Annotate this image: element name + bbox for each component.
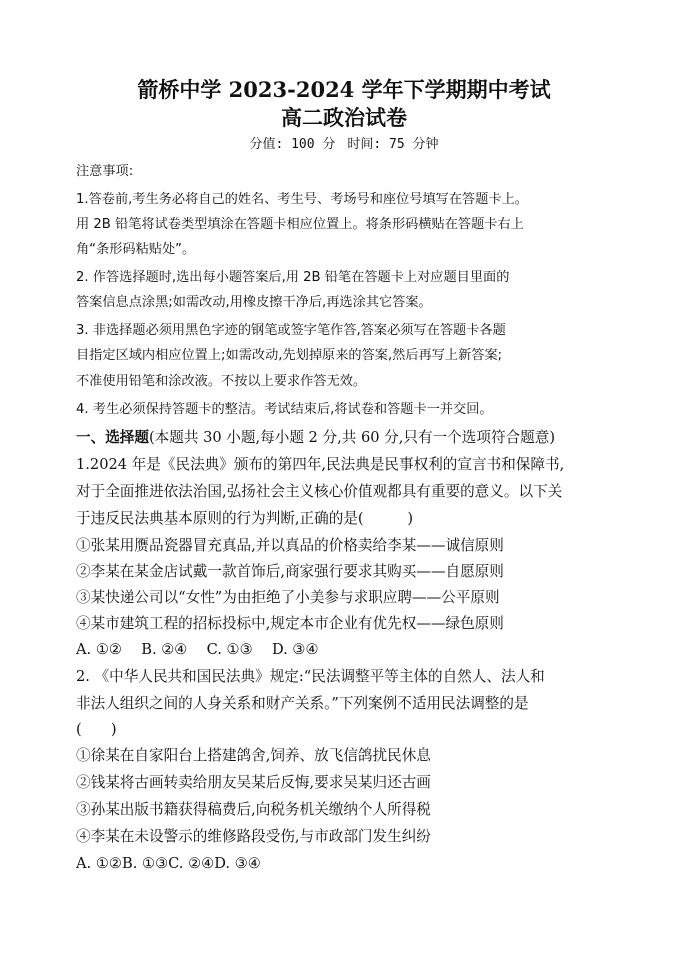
question-2-stem: 2. 《中华人民共和国民法典》规定:“民法调整平等主体的自然人、法人和 [76, 668, 545, 685]
notice-line: 目指定区域内相应位置上;如需改动,先划掉原来的答案,然后再写上新答案; [76, 348, 503, 363]
score-label: 分值: 100 分 [249, 137, 336, 152]
notice-line: 用 2B 铅笔将试卷类型填涂在答题卡相应位置上。将条形码横贴在答题卡右上 [76, 217, 524, 232]
notice-line: 角“条形码粘贴处”。 [76, 242, 196, 257]
notice-line: 2. 作答选择题时,选出每小题答案后,用 2B 铅笔在答题卡上对应题目里面的 [76, 270, 510, 285]
question-1-stem: 1.2024 年是《民法典》颁布的第四年,民法典是民事权利的宣言书和保障书, [76, 456, 565, 473]
notice-line: 答案信息点涂黑;如需改动,用橡皮擦干净后,再选涂其它答案。 [76, 295, 432, 310]
question-1-stem: 于违反民法典基本原则的行为判断,正确的是( ) [76, 510, 414, 527]
question-2-item: ①徐某在自家阳台上搭建鸽舍,饲养、放飞信鸽扰民休息 [76, 747, 431, 764]
exam-subtitle: 高二政治试卷 [281, 105, 407, 130]
question-1-options: A. ①② B. ②④ C. ①③ D. ③④ [76, 641, 319, 658]
section-heading-bold: 一、选择题 [76, 429, 149, 446]
notice-line: 4. 考生必须保持答题卡的整洁。考试结束后,将试卷和答题卡一并交回。 [76, 402, 493, 417]
exam-meta [0, 135, 688, 155]
question-1-stem: 对于全面推进依法治国,弘扬社会主义核心价值观都具有重要的意义。以下关 [76, 483, 563, 500]
exam-title: 箭桥中学 2023-2024 学年下学期期中考试 [137, 77, 551, 102]
time-label: 时间: 75 分钟 [347, 137, 439, 152]
question-1-item: ①张某用赝品瓷器冒充真品,并以真品的价格卖给李某——诚信原则 [76, 537, 504, 554]
question-2-item: ②钱某将古画转卖给朋友吴某后反悔,要求吴某归还古画 [76, 774, 431, 791]
question-2-item: ③孙某出版书籍获得稿费后,向税务机关缴纳个人所得税 [76, 801, 431, 818]
question-1-item: ④某市建筑工程的招标投标中,规定本市企业有优先权——绿色原则 [76, 615, 504, 632]
notice-line: 1.答卷前,考生务必将自己的姓名、考生号、考场号和座位号填写在答题卡上。 [76, 192, 528, 207]
question-2-stem: 非法人组织之间的人身关系和财产关系。”下列案例不适用民法调整的是 [76, 695, 529, 712]
notice-line: 3. 非选择题必须用黑色字迹的钢笔或签字笔作答,答案必须写在答题卡各题 [76, 323, 506, 338]
section-heading-rest: (本题共 30 小题,每小题 2 分,共 60 分,只有一个选项符合题意) [148, 429, 556, 446]
notice-heading: 注意事项: [76, 164, 134, 179]
question-1-item: ②李某在某金店试戴一款首饰后,商家强行要求其购买——自愿原则 [76, 563, 504, 580]
section-heading [76, 427, 555, 449]
question-1-item: ③某快递公司以“女性”为由拒绝了小美参与求职应聘——公平原则 [76, 589, 500, 606]
question-2-item: ④李某在未设警示的维修路段受伤,与市政部门发生纠纷 [76, 828, 431, 845]
question-2-options: A. ①②B. ①③C. ②④D. ③④ [76, 855, 261, 872]
notice-line: 不准使用铅笔和涂改液。不按以上要求作答无效。 [76, 374, 367, 389]
question-2-stem: ( ) [76, 721, 117, 738]
